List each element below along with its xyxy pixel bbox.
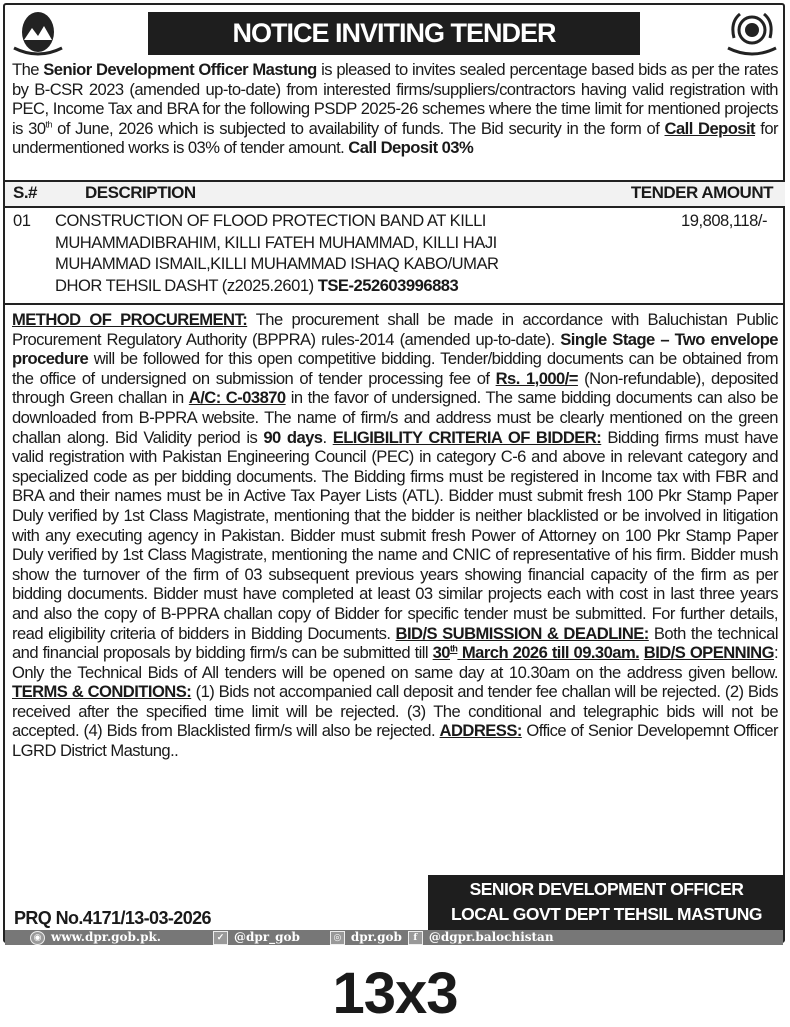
- notice-title: NOTICE INVITING TENDER: [148, 12, 640, 55]
- text-segment: will be followed for this open competitive bidding. Tender/bidding documents can be obtained from the office of undersigned on submission of tender processing fee of: [12, 349, 778, 388]
- procurement-body: [12, 310, 778, 761]
- signature-line-2: LOCAL GOVT DEPT TEHSIL MASTUNG: [450, 904, 763, 924]
- footer-bar: [5, 930, 783, 945]
- text-segment: in the favor of undersigned. The same bidding documents can also be downloaded from B-PPRA website. The name of firm/s and address must be clearly mentioned on the green challan along. Bid Validity period is: [12, 388, 779, 447]
- instagram-handle[interactable]: dpr.gob: [350, 930, 402, 944]
- ad-size-label: 13x3: [332, 961, 458, 1026]
- cell-description: [55, 210, 525, 296]
- twitter-icon: ✓: [213, 931, 228, 945]
- website-link[interactable]: www.dpr.gob.pk.: [51, 930, 161, 944]
- bold-text-segment: METHOD OF PROCUREMENT:: [12, 310, 248, 329]
- globe-icon: ◉: [30, 931, 45, 945]
- signature-block: [428, 875, 785, 930]
- text-segment: The: [12, 60, 44, 79]
- bold-text-segment: Rs. 1,000/=: [495, 368, 578, 388]
- intro-paragraph: [12, 60, 778, 158]
- text-segment: Bidding firms must have valid registration with Pakistan Engineering Council (PEC) in category C-6 and above in relevant category and specialized code as per bidding documents. The Bidding firms must be registered in Income tax with FBR and BRA and their names must be in Active Tax Payer Lists (ATL). Bidder must submit fresh 100 Pkr Stamp Paper Duly verified by 1st Class Magistrate, mentioning that the bidder is neither blacklisted or be involved in litigation with any executing agency in Pakistan. Bidder must submit fresh Power of Attorney on 100 Pkr Stamp Paper Duly verified by 1st Class Magistrate, mentioning the name and CNIC of representative of his firm. Bidder mush show the turnover of the firm of 03 subsequent previous years showing financial capacity of the firm as per bidding documents. Bidder must have completed at least 03 similar projects each with cost in last three years and also the copy of B-PPRA challan copy of Bidder for specific tender must be submitted. For further details, read eligibility criteria of bidders in Bidding Documents.: [12, 427, 779, 643]
- bold-text-segment: A/C: C-03870: [188, 388, 286, 408]
- text-segment: : Only the Technical Bids of All tenders will be opened on same day at 10.30am on the address given bellow.: [12, 643, 778, 682]
- cell-amount: 19,808,118/-: [681, 211, 767, 230]
- bold-text-segment: Call Deposit: [664, 118, 756, 138]
- twitter-handle[interactable]: @dpr_gob: [234, 930, 300, 944]
- bold-text-segment: March 2026 till 09.30am.: [457, 643, 640, 663]
- bold-text-segment: BID/S OPENNING: [643, 643, 774, 663]
- bold-text-segment: th: [449, 643, 458, 654]
- text-segment: (Non-refundable), deposited through Green challan in: [12, 368, 779, 408]
- bold-text-segment: ELIGIBILITY CRITERIA OF BIDDER:: [332, 427, 602, 447]
- facebook-handle[interactable]: @dgpr.balochistan: [428, 930, 554, 944]
- text-segment: th: [45, 119, 52, 130]
- text-segment: (1) Bids not accompanied call deposit and tender fee challan will be rejected. (2) Bids received after the specified time limit will be rejected. (3) The conditional and telegraphic bids will not be accepted. (4) Bids from Blacklisted firm/s will also be rejected.: [12, 682, 779, 741]
- government-emblem-logo: [10, 8, 66, 58]
- text-segment: Both the technical and financial proposals by bidding firm/s can be submitted till: [12, 623, 778, 663]
- bold-text-segment: Senior Development Officer Mastung: [43, 60, 317, 79]
- bold-text-segment: BID/S SUBMISSION & DEADLINE:: [395, 623, 649, 643]
- header-description: DESCRIPTION: [85, 183, 196, 202]
- facebook-icon: f: [408, 931, 423, 945]
- bold-text-segment: TERMS & CONDITIONS:: [12, 682, 192, 702]
- balochistan-emblem-logo: [724, 8, 780, 58]
- header-tender-amount: TENDER AMOUNT: [630, 183, 773, 202]
- text-segment: is pleased to invites sealed percentage based bids as per the rates by B-CSR 2023 (amended up-to-date) from interested firms/suppliers/contractors having valid registration with PEC, Income Tax and BRA for the following PSDP 2025-26 schemes where the time limit for mentioned projects is 30: [12, 60, 778, 138]
- table-header: [5, 180, 785, 208]
- prq-number: PRQ No.4171/13-03-2026: [14, 908, 211, 928]
- text-segment: for undermentioned works is 03% of tender amount.: [12, 118, 778, 158]
- header-sno: S.#: [13, 183, 38, 202]
- text-segment: .: [322, 427, 333, 447]
- table-row: [5, 208, 785, 305]
- instagram-icon: ◎: [330, 931, 345, 945]
- bold-text-segment: ADDRESS:: [439, 721, 522, 741]
- text-segment: The procurement shall be made in accordance with Baluchistan Public Procurement Regulatory Authority (BPPRA) rules-2014 (amended up-to-date).: [12, 310, 778, 349]
- signature-line-1: SENIOR DEVELOPMENT OFFICER: [469, 879, 744, 899]
- bold-text-segment: 90 days: [263, 427, 323, 447]
- cell-sno: 01: [13, 211, 31, 230]
- text-segment: Office of Senior Developemnt Officer LGRD District Mastung..: [12, 721, 778, 761]
- bold-text-segment: Single Stage – Two envelope procedure: [12, 329, 778, 369]
- bold-text-segment: 30: [432, 643, 450, 663]
- tse-number: TSE-252603996883: [317, 275, 459, 295]
- text-segment: of June, 2026 which is subjected to availability of funds. The Bid security in the form of: [51, 118, 665, 138]
- bold-text-segment: Call Deposit 03%: [348, 138, 474, 158]
- description-text: CONSTRUCTION OF FLOOD PROTECTION BAND AT KILLI MUHAMMADIBRAHIM, KILLI FATEH MUHAMMAD, KILLI HAJI MUHAMMAD ISMAIL,KILLI MUHAMMAD ISHAQ KABO/UMAR DHOR TEHSIL DASHT (z2025.2601): [55, 211, 499, 295]
